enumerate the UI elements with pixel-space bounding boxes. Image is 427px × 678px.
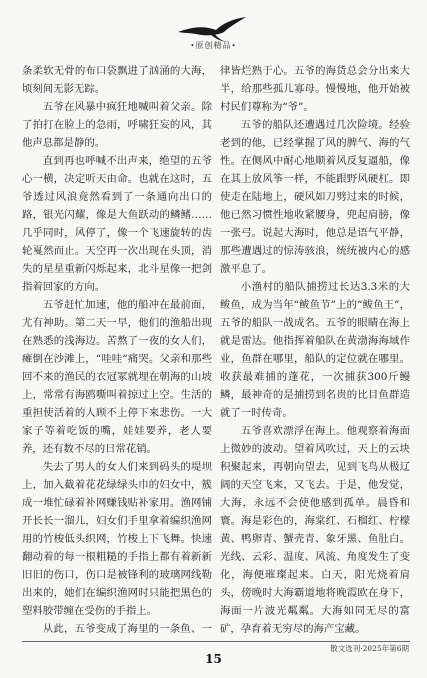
journal-info: 散文选刊·2025年第6期 [330,644,409,653]
paragraph: 五爷喜欢漂浮在海上。他观察着海面上微妙的波动。望着风吹过，天上的云块积聚起来，再朝向望去，见到飞鸟从极辽阔的天空飞来，又飞去。于是，他发觉，大海，永远不会使他感到孤单。晨昏和寰。海是彩色的，海棠红、石榴红、柠檬黄、鸭卵青、蟹壳青、象牙黑、鱼肚白。光线、云彩、温度、风流、角度发生了变化，海便璀璨起来。白天，阳光烧着肩头，傍晚时大海霸道地将晚霞欧在身下，海面一片波光粼粼。大海如同无尽的富矿，孕育着无穷尽的海产宝藏。 [220,425,410,635]
page-header [0,0,427,58]
paragraph: 律皆烂熟于心。五爷的海货总会分出来大半，给那些孤儿寡母。慢慢地，他开始被村民们尊称为“爷”。 [220,65,410,113]
paragraph: 失去了男人的女人们来到码头的堤坝上，加入截着花花绿绿头巾的妇女中，簇成一堆忙碌着补网赚钱贴补家用。渔网铺开长长一溜儿，妇女们手里拿着编织渔网用的竹梭低头织网，竹梭上下飞舞。快速翻动着的每一根粗糙的手指上都有着新新旧旧的伤口，伤口是被锋利的玻璃网线勒出来的，她们在编织渔网时只能把黑色的塑料胶带缠在受伤的手指上。 [22,461,212,617]
right-column [220,62,410,637]
footer-divider [22,641,410,642]
paragraph: 五爷赶忙加速，他的船冲在最前面，尤有神助。第二天一早，他们的渔船出现在熟悉的浅海边。苦熬了一夜的女人们，瘫倒在沙滩上，“哇哇”痛哭。父亲和那些回不来的渔民的衣冠冢就埋在朝海的山坡上，常常有海鸥嘶叫着掠过上空。生活的重担使活着的人顾不上停下来悲伤。一大家子等着吃饭的嘴，娃娃要养，老人要养，还有数不尽的日常花销。 [22,299,212,455]
left-column [22,62,212,637]
paragraph: 五爷在风暴中疯狂地喊叫着父亲。除了拍打在脸上的急雨，呼啸狂妄的风，其他声息都是静的。 [22,101,212,149]
paragraph: 直到再也呼喊不出声来，绝望的五爷心一横，决定听天由命。也就在这时，五爷透过风浪竟然看到了一条通向出口的路，银光闪耀，像是大鱼跃动的鳞鳍……几乎同时，风停了，像一个飞速旋转的齿轮戛然而止。天空再一次出现在头顶，消失的星星重新闪烁起来，北斗星像一把剑指着回家的方向。 [22,155,212,293]
page-number: 15 [205,652,222,666]
paragraph: 条柔软无骨的布口袋飘进了汹涌的大海，顷刻间无影无踪。 [22,65,212,95]
section-tag-label: 原创精品 [195,41,232,50]
section-tag: •原创精品• [190,41,237,50]
paragraph: 五爷的船队还遭遇过几次险境。经验老到的他，已经掌握了风的脾气、海的气性。在侧风中耐心地顺着风反复逼船，像在其上放风筝一样，不能跟野风硬杠。即使走在陆地上，硬风如刀劈过来的时候，他已然习惯性地收紧腰身，兜起肩膀，像一张弓。说起大海时，他总是语气平静，那些遭遇过的惊涛骇浪，统统被内心的感激平息了。 [220,119,410,275]
paragraph: 从此，五爷变成了海里的一条鱼、一 [42,623,212,635]
paragraph: 小渔村的船队捕捞过长达3.3米的大鲅鱼，成为当年“鲅鱼节”上的“鲅鱼王”，五爷的船队一战成名。五爷的眼睛在海上就是雷达。他指挥着船队在黄渤海海域作业，鱼群在哪里，船队的定位就在哪里。收获最难捕的蓬花，一次捕获300斤鳗鳞，最神奇的是捕捞到名贵的比目鱼群造就了一时传奇。 [220,281,410,419]
